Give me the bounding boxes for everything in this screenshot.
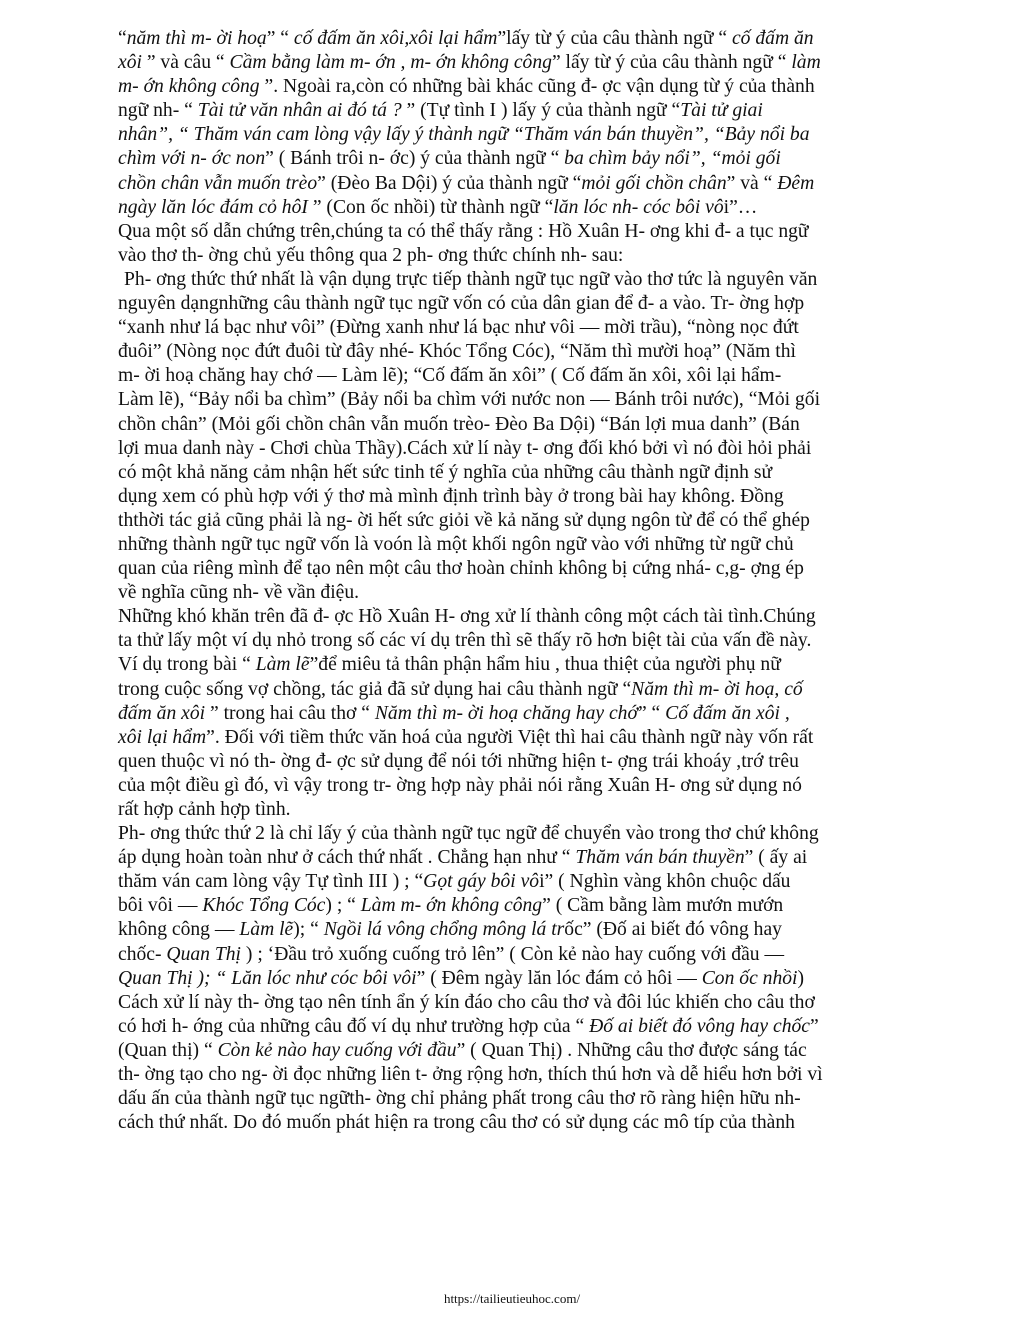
text-run: dụng xem có phù hợp với ý thơ mà mình định trình bày ở trong bài hay không. Đồng bbox=[118, 485, 784, 507]
italic-text: Khóc Tổng Cóc bbox=[202, 895, 326, 917]
paragraph bbox=[118, 822, 930, 1135]
text-run: của một điều gì đó, vì vậy trong tr- ờng hợp này phải nói rằng Xuân H- ơng sử dụng nó bbox=[118, 774, 802, 796]
text-run: cách thứ nhất. Do đó muốn phát hiện ra trong câu thơ có sử dụng các mô típ của thành bbox=[118, 1112, 795, 1134]
text-run: chốc- bbox=[118, 943, 167, 965]
italic-text: Thăm ván bán thuyền bbox=[575, 847, 745, 869]
text-line bbox=[118, 196, 930, 220]
italic-text: cố đấm ăn xôi,xôi lại hẩm bbox=[293, 28, 498, 49]
text-run: quan của riêng mình để tạo nên một câu thơ hoàn chỉnh không bị cứng nhá- c,g- ợng ép bbox=[118, 558, 804, 580]
text-run: ” trong hai câu thơ “ bbox=[205, 702, 375, 724]
italic-text: ngày lăn lóc đám cỏ hôI bbox=[118, 196, 308, 218]
text-run: quen thuộc vì nó th- ờng đ- ợc sử dụng để nói tới những hiện t- ợng trái khoáy ,trớ trêu bbox=[118, 750, 799, 772]
text-run: Những khó khăn trên đã đ- ợc Hồ Xuân H- ơng xử lí thành công một cách tài tình.Chúng bbox=[118, 606, 816, 628]
text-line bbox=[118, 1063, 930, 1087]
text-line bbox=[118, 798, 930, 822]
italic-text: Cầm bằng làm m- ớn , m- ớn không công bbox=[229, 52, 552, 74]
italic-text: Làm lẽ bbox=[255, 654, 310, 676]
italic-text: Làm m- ớn không công bbox=[360, 895, 543, 917]
text-run: ” “ bbox=[266, 28, 294, 49]
text-run: ) bbox=[797, 967, 805, 989]
text-run: Ph- ơng thức thứ nhất là vận dụng trực tiếp thành ngữ tục ngữ vào thơ tức là nguyên văn bbox=[124, 268, 818, 290]
text-run: chồn chân” (Mỏi gối chồn chân vẫn muốn trèo- Đèo Ba Dội) “Bán lợi mua danh” (Bán bbox=[118, 413, 800, 435]
text-run: đuôi” (Nòng nọc đứt đuôi từ đây nhé- Khóc Tổng Cóc), “Năm thì mười hoạ” (Năm thì bbox=[118, 341, 796, 363]
italic-text: Gọt gáy bôi vô bbox=[423, 871, 540, 893]
italic-text: Làm lẽ bbox=[239, 919, 294, 941]
text-run: ” và câu “ bbox=[141, 52, 230, 74]
text-run: ” ( Bánh trôi n- ớc) ý của thành ngữ “ bbox=[265, 148, 565, 170]
text-line bbox=[118, 533, 930, 557]
text-run: ththời tác giả cũng phải là ng- ời hết sức giỏi về kả năng sử dụng ngôn từ để có thể ghép bbox=[118, 509, 810, 531]
text-line bbox=[118, 461, 930, 485]
text-line bbox=[118, 413, 930, 437]
text-line bbox=[118, 653, 930, 677]
text-line bbox=[118, 894, 930, 918]
text-line bbox=[118, 268, 930, 292]
text-line bbox=[118, 1111, 930, 1135]
text-run: bôi vôi — bbox=[118, 895, 203, 917]
text-line bbox=[118, 75, 930, 99]
text-run: Qua một số dẫn chứng trên,chúng ta có thể thấy rằng : Hồ Xuân H- ơng khi đ- a tục ngữ bbox=[118, 220, 809, 242]
text-line bbox=[118, 557, 930, 581]
text-run: ốc” (Đố ai biết đó vông hay bbox=[564, 919, 782, 941]
italic-text: ba chìm bảy nổi”, “mỏi gối bbox=[564, 148, 781, 170]
text-run: ”. Đối với tiềm thức văn hoá của người Việt thì hai câu thành ngữ này vốn rất bbox=[206, 726, 814, 748]
text-run: có hơi h- ớng của những câu đố ví dụ như trường hợp của “ bbox=[118, 1015, 590, 1037]
text-line bbox=[118, 364, 930, 388]
text-run: m- ời hoạ chăng hay chớ — Làm lẽ); “Cố đấm ăn xôi” ( Cố đấm ăn xôi, xôi lại hẩm- bbox=[118, 365, 782, 387]
text-line bbox=[118, 822, 930, 846]
text-run: Làm lẽ), “Bảy nổi ba chìm” (Bảy nổi ba chìm với nước non — Bánh trôi nước), “Mỏi gối bbox=[118, 389, 821, 411]
text-line bbox=[118, 220, 930, 244]
italic-text: m- ớn không công bbox=[118, 76, 260, 98]
text-run: không công — bbox=[118, 919, 240, 941]
text-run: rất hợp cảnh hợp tình. bbox=[118, 799, 291, 820]
italic-text: Cố đấm ăn xôi , bbox=[665, 702, 790, 724]
italic-text: Đố ai biết đó vông hay chốc bbox=[589, 1015, 810, 1037]
text-run: ngữ nh- “ bbox=[118, 100, 198, 122]
text-line bbox=[118, 605, 930, 629]
text-line bbox=[118, 437, 930, 461]
text-line bbox=[118, 316, 930, 340]
text-line bbox=[118, 678, 930, 702]
text-run: nguyên dạngnhững câu thành ngữ tục ngữ vốn có của dân gian để đ- a vào. Tr- ờng hợp bbox=[118, 293, 805, 315]
italic-text: Ngồi lá vông chổng mông lá tr bbox=[323, 919, 565, 941]
text-line bbox=[118, 581, 930, 605]
text-run: ” (Con ốc nhồi) từ thành ngữ “ bbox=[307, 196, 554, 218]
text-line bbox=[118, 509, 930, 533]
text-run: những thành ngữ tục ngữ vốn là voón là một khối ngôn ngữ vào với những từ ngữ chủ bbox=[118, 533, 794, 555]
text-line bbox=[118, 846, 930, 870]
text-run: ”để miêu tả thân phận hẩm hiu , thua thiệt của người phụ nữ bbox=[309, 654, 781, 676]
text-run: Cách xử lí này th- ờng tạo nên tính ẩn ý kín đáo cho câu thơ và đôi lúc khiến cho câu thơ bbox=[118, 991, 815, 1013]
text-run: thăm ván cam lòng vậy Tự tình III ) ; “ bbox=[118, 871, 424, 893]
text-run: ” ( Quan Thị) . Những câu thơ được sáng tác bbox=[456, 1039, 807, 1061]
text-run: ” “ bbox=[637, 702, 666, 724]
text-line bbox=[118, 870, 930, 894]
text-run: ” (Tự tình I ) lấy ý của thành ngữ “ bbox=[401, 100, 681, 122]
italic-text: Quan Thị ); “ Lăn lóc như cóc bôi vôi bbox=[118, 967, 417, 989]
text-line bbox=[118, 123, 930, 147]
text-run: ); “ bbox=[293, 919, 324, 941]
text-run: trong cuộc sống vợ chồng, tác giả đã sử dụng hai câu thành ngữ “ bbox=[118, 678, 632, 700]
text-line bbox=[118, 1039, 930, 1063]
text-run: ” bbox=[810, 1015, 819, 1037]
text-run: ” lấy từ ý của câu thành ngữ “ bbox=[551, 52, 792, 74]
text-run: “xanh như lá bạc như vôi” (Đừng xanh như lá bạc như vôi — mời trầu), “nòng nọc đứt bbox=[118, 317, 799, 339]
text-run: ” và “ bbox=[726, 172, 778, 194]
paragraph bbox=[118, 27, 930, 268]
italic-text: xôi lại hẩm bbox=[118, 726, 207, 748]
text-run: i”… bbox=[723, 196, 758, 218]
document-body bbox=[118, 27, 930, 1135]
text-run: dấu ấn của thành ngữ tục ngữth- ờng chỉ phảng phất trong câu thơ rõ ràng hiện hữu nh- bbox=[118, 1088, 801, 1110]
text-line bbox=[118, 292, 930, 316]
paragraph bbox=[118, 268, 930, 605]
text-line bbox=[118, 629, 930, 653]
text-run: Ph- ơng thức thứ 2 là chỉ lấy ý của thành ngữ tục ngữ để chuyển vào trong thơ chứ không bbox=[118, 823, 819, 845]
text-line bbox=[118, 244, 930, 268]
footer-url[interactable]: https://tailieutieuhoc.com/ bbox=[443, 1291, 581, 1306]
text-line bbox=[118, 1087, 930, 1111]
italic-text: lăn lóc nh- cóc bôi vô bbox=[553, 196, 724, 218]
text-run: vào thơ th- ờng chủ yếu thông qua 2 ph- ơng thức chính nh- sau: bbox=[118, 244, 624, 266]
italic-text: chìm với n- ớc non bbox=[118, 148, 266, 170]
text-line bbox=[118, 918, 930, 942]
text-run: áp dụng hoàn toàn như ở cách thứ nhất . Chẳng hạn như “ bbox=[118, 847, 576, 869]
text-line bbox=[118, 1015, 930, 1039]
text-run: ” ( Đêm ngày lăn lóc đám cỏ hôi — bbox=[416, 967, 702, 989]
text-line bbox=[118, 943, 930, 967]
text-run: th- ờng tạo cho ng- ời đọc những liên t- ởng rộng hơn, thích thú hơn và dễ hiểu hơn bởi vì bbox=[118, 1064, 823, 1086]
text-run: i” ( Nghìn vàng khôn chuộc dấu bbox=[539, 871, 791, 893]
text-line bbox=[118, 147, 930, 171]
text-line bbox=[118, 388, 930, 412]
text-line bbox=[118, 172, 930, 196]
text-line bbox=[118, 774, 930, 798]
text-run: ” (Đèo Ba Dội) ý của thành ngữ “ bbox=[317, 172, 582, 194]
text-line bbox=[118, 99, 930, 123]
text-run: (Quan thị) “ bbox=[118, 1039, 218, 1061]
italic-text: Còn kẻ nào hay cuống với đầu bbox=[217, 1039, 457, 1061]
text-run: “ bbox=[118, 28, 127, 49]
text-line bbox=[118, 51, 930, 75]
italic-text: Năm thì m- ời hoạ chăng hay chớ bbox=[374, 702, 638, 724]
text-line bbox=[118, 340, 930, 364]
text-line bbox=[118, 726, 930, 750]
italic-text: Quan Thị bbox=[166, 943, 241, 965]
text-run: ) ; “ bbox=[325, 895, 361, 917]
text-line bbox=[118, 27, 930, 51]
text-run: ta thử lấy một ví dụ nhỏ trong số các ví dụ trên thì sẽ thấy rõ hơn biệt tài của vấn đề này. bbox=[118, 630, 812, 652]
text-line bbox=[118, 750, 930, 774]
italic-text: chồn chân vẫn muốn trèo bbox=[118, 172, 318, 194]
text-run: ”. Ngoài ra,còn có những bài khác cũng đ- ợc vận dụng từ ý của thành bbox=[259, 76, 815, 98]
text-run: có một khả năng cảm nhận hết sức tinh tế ý nghĩa của những câu thành ngữ định sử bbox=[118, 461, 773, 483]
italic-text: Đêm bbox=[777, 172, 815, 194]
text-run: lợi mua danh này - Chơi chùa Thầy).Cách xử lí này t- ơng đối khó bởi vì nó đòi hỏi phải bbox=[118, 437, 812, 459]
text-run: ) ; ‘Đầu trỏ xuống cuống trỏ lên” ( Còn kẻ nào hay cuống với đầu — bbox=[241, 943, 785, 965]
text-run: Ví dụ trong bài “ bbox=[118, 654, 256, 676]
italic-text: Năm thì m- ời hoạ, cố bbox=[631, 678, 803, 700]
text-line bbox=[118, 702, 930, 726]
italic-text: làm bbox=[791, 52, 821, 74]
text-run: về nghĩa cũng nh- về vần điệu. bbox=[118, 582, 360, 604]
italic-text: Tài tử văn nhân ai đó tá ? bbox=[197, 100, 402, 122]
italic-text: xôi bbox=[118, 52, 142, 74]
text-line bbox=[118, 485, 930, 509]
italic-text: đấm ăn xôi bbox=[118, 702, 206, 724]
paragraph bbox=[118, 605, 930, 822]
text-line bbox=[118, 967, 930, 991]
text-run: ” ( ấy ai bbox=[744, 847, 808, 869]
text-line bbox=[118, 991, 930, 1015]
text-run: ” ( Cầm bằng làm mướn mướn bbox=[542, 895, 784, 917]
italic-text: năm thì m- ời hoạ bbox=[126, 28, 267, 49]
italic-text: mỏi gối chồn chân bbox=[581, 172, 727, 194]
italic-text: cố đấm ăn bbox=[731, 28, 814, 49]
text-run: ”lấy từ ý của câu thành ngữ “ bbox=[497, 28, 732, 49]
italic-text: nhân”, “ Thăm ván cam lòng vậy lấy ý thành ngữ “Thăm ván bán thuyền”, “Bảy nổi ba bbox=[118, 124, 810, 146]
italic-text: Tài tử giai bbox=[680, 100, 763, 122]
italic-text: Con ốc nhồi bbox=[701, 967, 798, 989]
